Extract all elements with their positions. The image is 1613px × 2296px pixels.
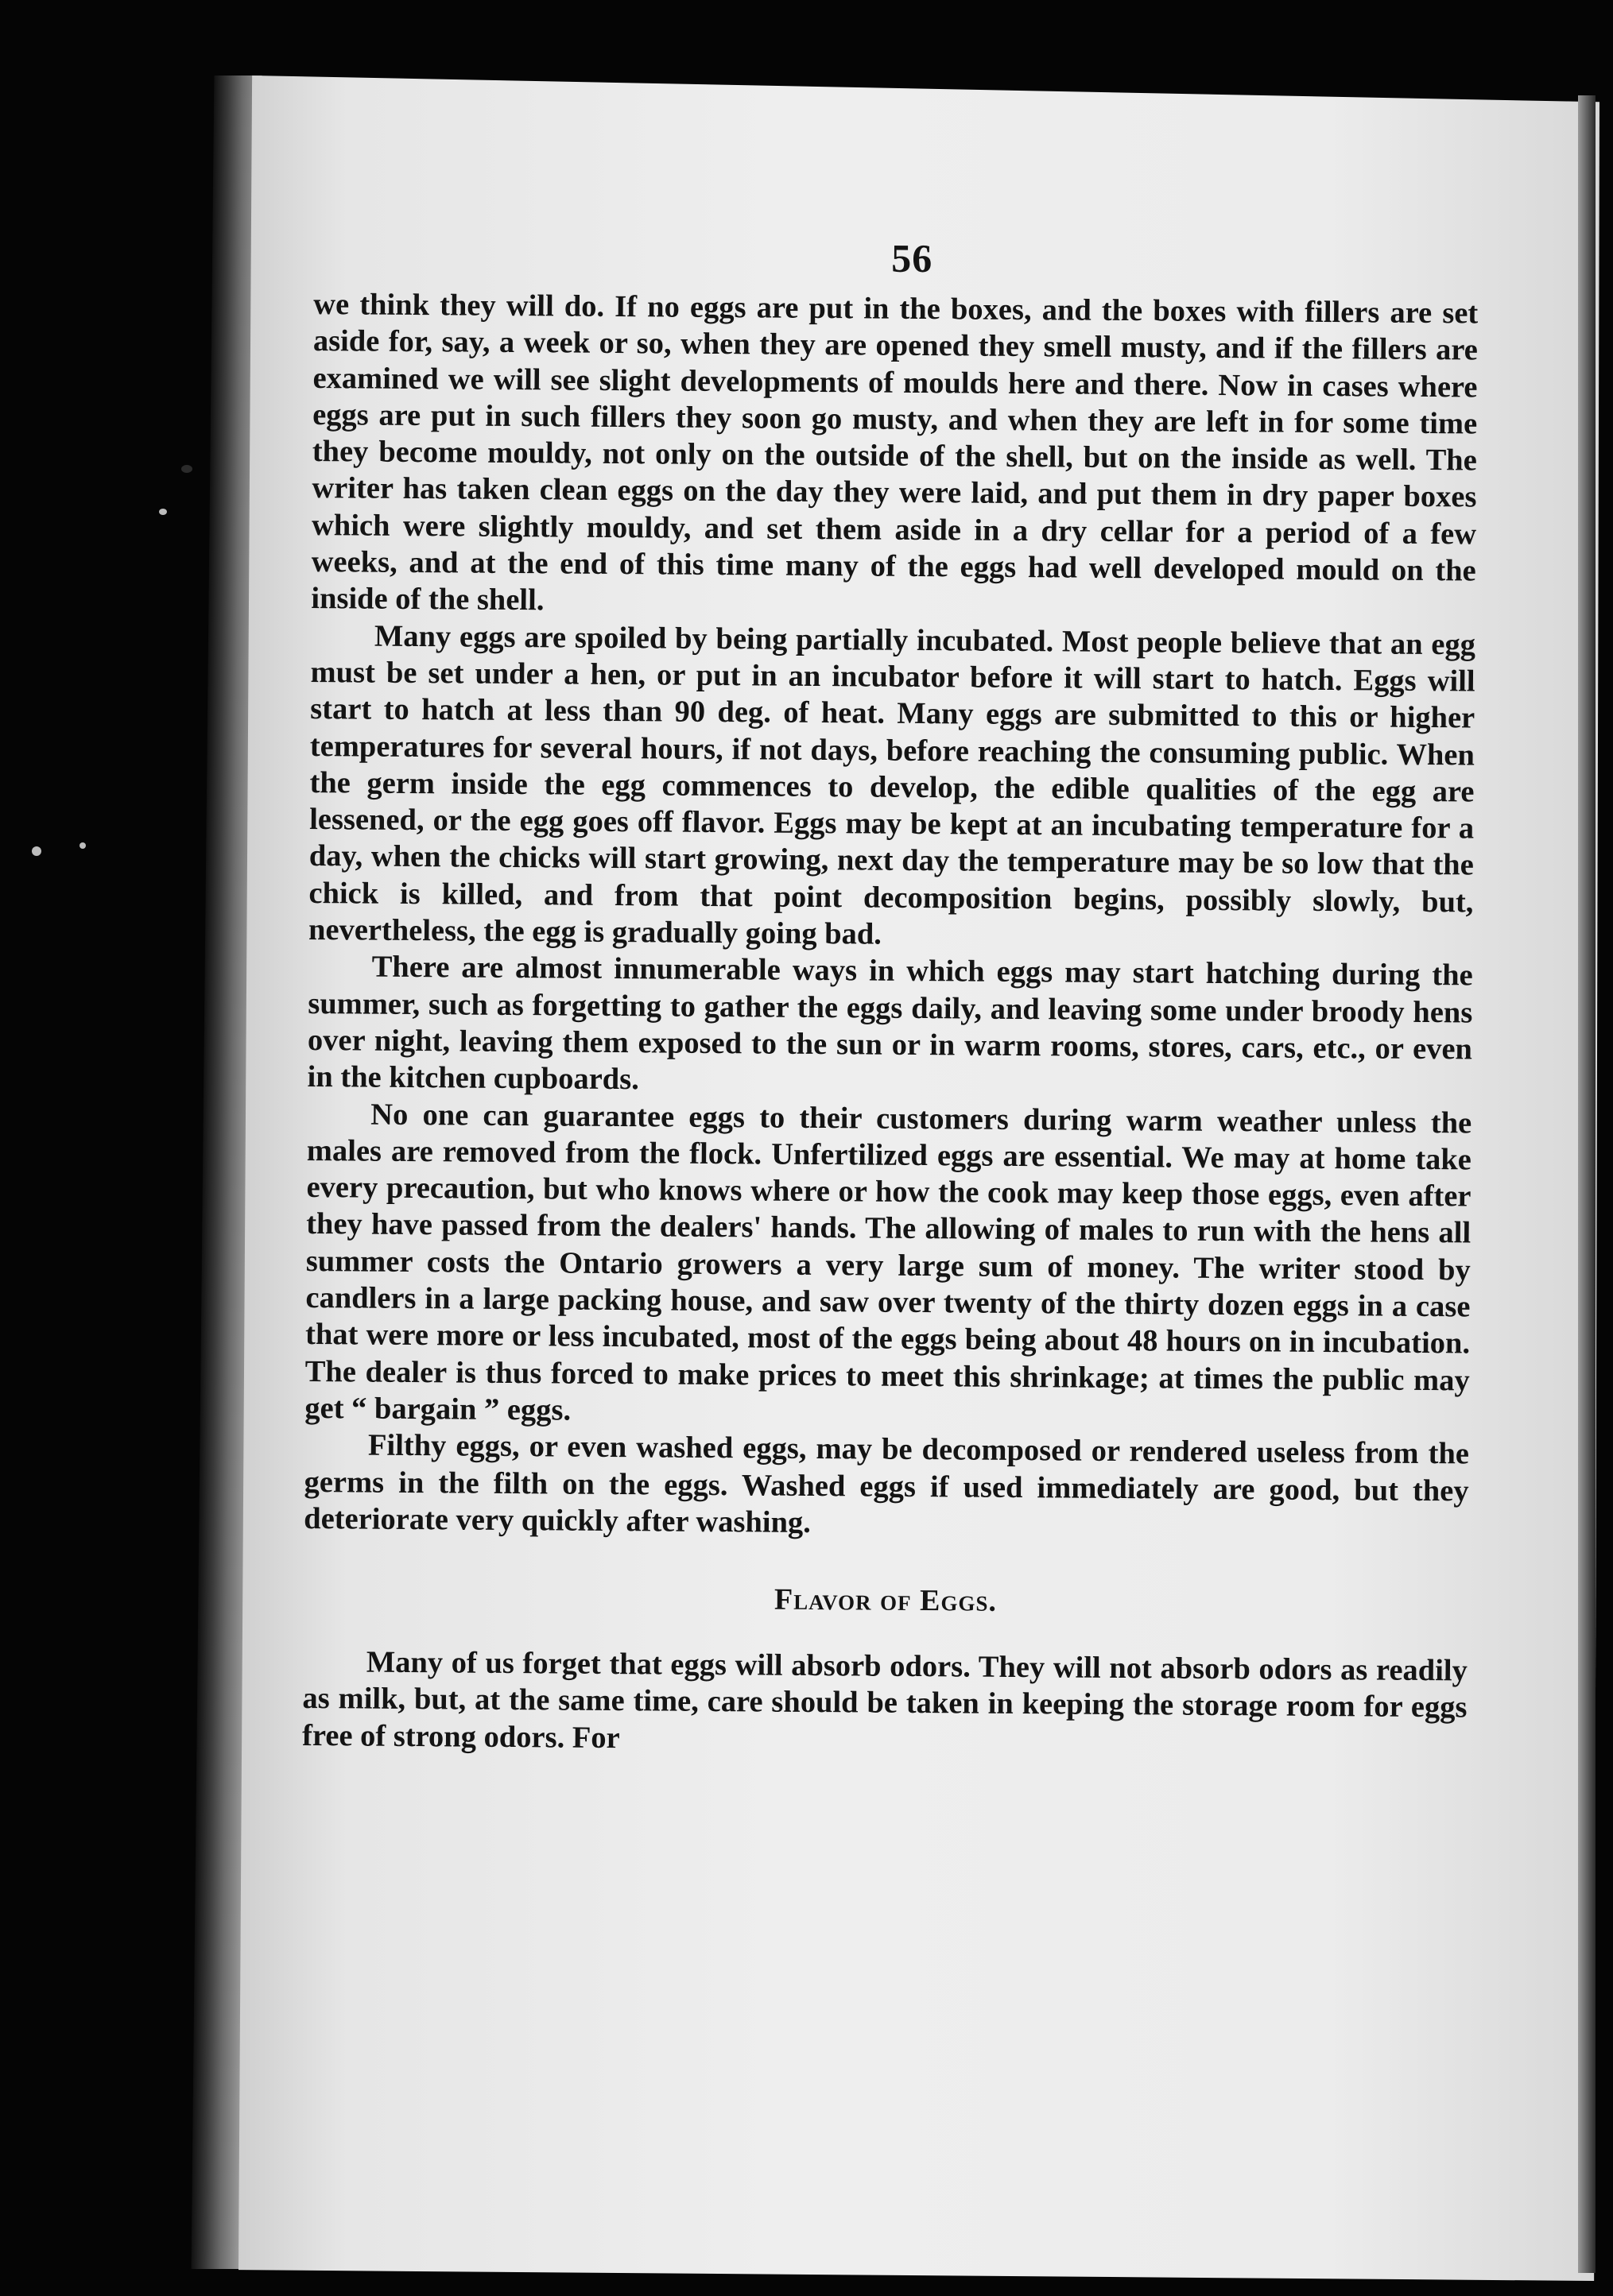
page-number: 56 <box>891 235 933 281</box>
scan-speck <box>159 509 167 515</box>
paragraph-hatching: There are almost innumerable ways in which eggs may start hatching during the summer, such as forgetting to gather the eggs daily, and leaving some under broody hens over night, leaving them exposed to the sun or in warm rooms, stores, cars, etc., or even in the kitchen cupboards. <box>307 950 1473 1097</box>
page-text <box>302 230 1479 1763</box>
paragraph-males: No one can guarantee eggs to their customers during warm weather unless the males are removed from the flock. Unfertilized eggs are essential. We may at home take every precaution, but who knows where or how the cook may keep those eggs, even after they have passed from the dealers' hands. The allowing of males to run with the hens all summer costs the Ontario growers a very large sum of money. The writer stood by candlers in a large packing house, and saw over twenty of the thirty dozen eggs in a case that were more or less incubated, most of the eggs being about 48 hours on in incubation. The dealer is thus forced to make prices to meet this shrinkage; at times the public may get “ bargain ” eggs. <box>304 1098 1472 1427</box>
paragraph-flavor: Many of us forget that eggs will absorb odors. They will not absorb odors as readily as milk, but, at the same time, care should be taken in keeping the storage room for eggs free of strong odors. For <box>301 1645 1468 1755</box>
paragraph-filthy-eggs: Filthy eggs, or even washed eggs, may be decomposed or rendered useless from the germs in the filth on the eggs. Washed eggs if used immediately are good, but they deteriorate very quickly after washing. <box>304 1428 1470 1539</box>
scan-speck <box>181 465 192 473</box>
scan-speck <box>32 846 41 856</box>
paragraph-continued: we think they will do. If no eggs are put in the boxes, and the boxes with fillers are set aside for, say, a week or so, when they are opened they smell musty, and if the fillers are examined we will see slight developments of moulds here and there. Now in cases where eggs are put in such fillers they soon go musty, and when they are left in for some time they become mouldy, not only on the outside of the shell, but on the inside as well. The writer has taken clean eggs on the day they were laid, and put them in dry paper boxes which were slightly mouldy, and set them aside in a dry cellar for a period of a few weeks, and at the end of this time many of the eggs had well developed mould on the inside of the shell. <box>311 287 1479 618</box>
section-heading: Flavor of Eggs. <box>774 1582 998 1618</box>
page-edge <box>1578 95 1596 2273</box>
paragraph-incubation: Many eggs are spoiled by being partially incubated. Most people believe that an egg must be set under a hen, or put in an incubator before it will start to hatch. Eggs will start to hatch at less than 90 deg. of heat. Many eggs are submitted to this or higher temperatures for several hours, if not days, before reaching the consuming public. When the germ inside the egg commences to develop, the edible qualities of the egg are lessened, or the egg goes off flavor. Eggs may be kept at an incubating temperature for a day, when the chicks will start growing, next day the temperature may be so low that the chick is killed, and from that point decomposition begins, possibly slowly, but, nevertheless, the egg is gradually going bad. <box>308 619 1476 951</box>
scan-speck <box>79 842 86 849</box>
